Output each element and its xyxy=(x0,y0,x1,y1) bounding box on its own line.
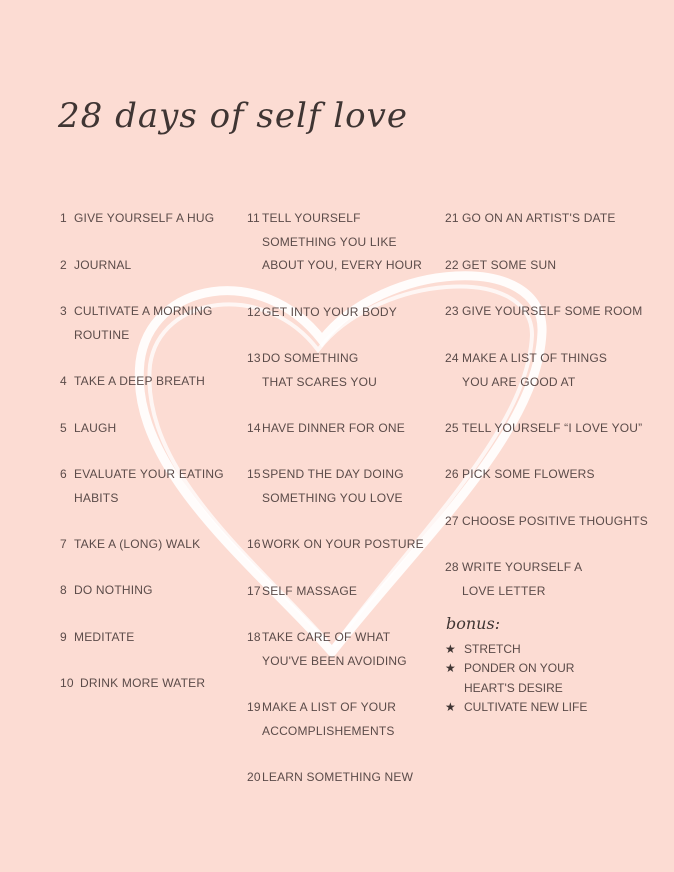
item-line: DO SOMETHING xyxy=(262,351,359,365)
item-line: YOU'VE BEEN AVOIDING xyxy=(262,653,407,668)
bonus-text xyxy=(464,640,521,660)
item-number: 4 xyxy=(60,374,67,388)
item-line: HAVE DINNER FOR ONE xyxy=(262,421,405,435)
item-line: GET INTO YOUR BODY xyxy=(262,305,397,319)
item-text xyxy=(462,556,582,603)
item-number: 14 xyxy=(247,421,261,435)
item-line: TAKE CARE OF WHAT xyxy=(262,630,391,644)
item-text xyxy=(262,463,404,510)
item-text xyxy=(462,417,642,441)
bonus-title: bonus: xyxy=(446,614,501,633)
item-line: DRINK MORE WATER xyxy=(80,676,206,690)
item-line: MEDITATE xyxy=(74,630,135,644)
item-text xyxy=(462,463,595,487)
item-text xyxy=(262,301,397,325)
item-line: GIVE YOURSELF A HUG xyxy=(74,211,215,225)
item-line: SELF MASSAGE xyxy=(262,584,358,598)
item-number: 5 xyxy=(60,421,67,435)
item-number: 10 xyxy=(60,676,74,690)
item-number: 28 xyxy=(445,560,459,574)
bonus-line: CULTIVATE NEW LIFE xyxy=(464,700,588,714)
item-number: 17 xyxy=(247,584,261,598)
bonus-line: HEART'S DESIRE xyxy=(464,680,563,695)
item-number: 9 xyxy=(60,630,67,644)
item-line: GIVE YOURSELF SOME ROOM xyxy=(462,304,643,318)
star-icon: ★ xyxy=(445,700,456,714)
item-text xyxy=(262,533,424,557)
item-line: GET SOME SUN xyxy=(462,258,557,272)
item-text xyxy=(262,417,405,441)
item-line: WORK ON YOUR POSTURE xyxy=(262,537,424,551)
item-number: 12 xyxy=(247,305,261,319)
item-line: EVALUATE YOUR EATING xyxy=(74,467,224,481)
item-text xyxy=(462,300,642,324)
item-text xyxy=(74,417,116,441)
item-number: 26 xyxy=(445,467,459,481)
item-text xyxy=(262,766,413,790)
item-text xyxy=(462,254,556,278)
bonus-text xyxy=(464,659,574,698)
item-text xyxy=(74,207,214,231)
item-number: 25 xyxy=(445,421,459,435)
item-line: TAKE A (LONG) WALK xyxy=(74,537,201,551)
item-line: HABITS xyxy=(74,490,119,505)
item-number: 27 xyxy=(445,514,459,528)
item-line: CULTIVATE A MORNING xyxy=(74,304,213,318)
item-line: PICK SOME FLOWERS xyxy=(462,467,595,481)
item-text xyxy=(74,626,135,650)
item-text xyxy=(262,696,396,743)
bonus-line: STRETCH xyxy=(464,642,521,656)
item-line: DO NOTHING xyxy=(74,583,153,597)
item-line: TAKE A DEEP BREATH xyxy=(74,374,205,388)
item-text xyxy=(462,347,607,394)
item-number: 21 xyxy=(445,211,459,225)
item-line: SOMETHING YOU LOVE xyxy=(262,490,403,505)
item-line: YOU ARE GOOD AT xyxy=(462,374,576,389)
item-text xyxy=(74,463,224,510)
item-number: 20 xyxy=(247,770,261,784)
item-number: 11 xyxy=(247,211,260,225)
item-number: 15 xyxy=(247,467,261,481)
item-text xyxy=(74,370,205,394)
star-icon: ★ xyxy=(445,661,456,675)
item-line: MAKE A LIST OF YOUR xyxy=(262,700,397,714)
item-line: LOVE LETTER xyxy=(462,583,546,598)
item-line: CHOOSE POSITIVE THOUGHTS xyxy=(462,514,648,528)
item-number: 8 xyxy=(60,583,67,597)
item-number: 1 xyxy=(60,211,67,225)
item-number: 22 xyxy=(445,258,459,272)
item-number: 24 xyxy=(445,351,459,365)
item-text xyxy=(262,207,422,278)
bonus-line: PONDER ON YOUR xyxy=(464,661,575,675)
item-number: 23 xyxy=(445,304,459,318)
item-number: 16 xyxy=(247,537,261,551)
item-text xyxy=(80,672,205,696)
item-number: 2 xyxy=(60,258,67,272)
item-number: 13 xyxy=(247,351,261,365)
item-line: SPEND THE DAY DOING xyxy=(262,467,404,481)
item-text xyxy=(462,207,616,231)
item-text xyxy=(262,626,407,673)
item-line: LAUGH xyxy=(74,421,117,435)
bonus-text xyxy=(464,698,587,718)
item-text xyxy=(74,254,131,278)
item-line: GO ON AN ARTIST'S DATE xyxy=(462,211,616,225)
item-line: ROUTINE xyxy=(74,327,130,342)
item-number: 3 xyxy=(60,304,67,318)
item-line: LEARN SOMETHING NEW xyxy=(262,770,414,784)
item-line: ACCOMPLISHEMENTS xyxy=(262,723,395,738)
item-text xyxy=(262,580,357,604)
item-number: 18 xyxy=(247,630,261,644)
item-number: 7 xyxy=(60,537,67,551)
item-text xyxy=(74,579,153,603)
item-number: 19 xyxy=(247,700,261,714)
item-line: THAT SCARES YOU xyxy=(262,374,378,389)
item-line: WRITE YOURSELF A xyxy=(462,560,583,574)
item-text xyxy=(74,300,212,347)
item-text xyxy=(74,533,200,557)
star-icon: ★ xyxy=(445,642,456,656)
item-line: TELL YOURSELF xyxy=(262,211,361,225)
item-line: TELL YOURSELF “I LOVE YOU” xyxy=(462,421,643,435)
item-text xyxy=(462,510,648,534)
item-number: 6 xyxy=(60,467,67,481)
item-line: JOURNAL xyxy=(74,258,132,272)
item-line: MAKE A LIST OF THINGS xyxy=(462,351,608,365)
item-line: ABOUT YOU, EVERY HOUR xyxy=(262,258,423,272)
item-text xyxy=(262,347,377,394)
page-title: 28 days of self love xyxy=(58,96,408,136)
item-line: SOMETHING YOU LIKE xyxy=(262,234,397,249)
